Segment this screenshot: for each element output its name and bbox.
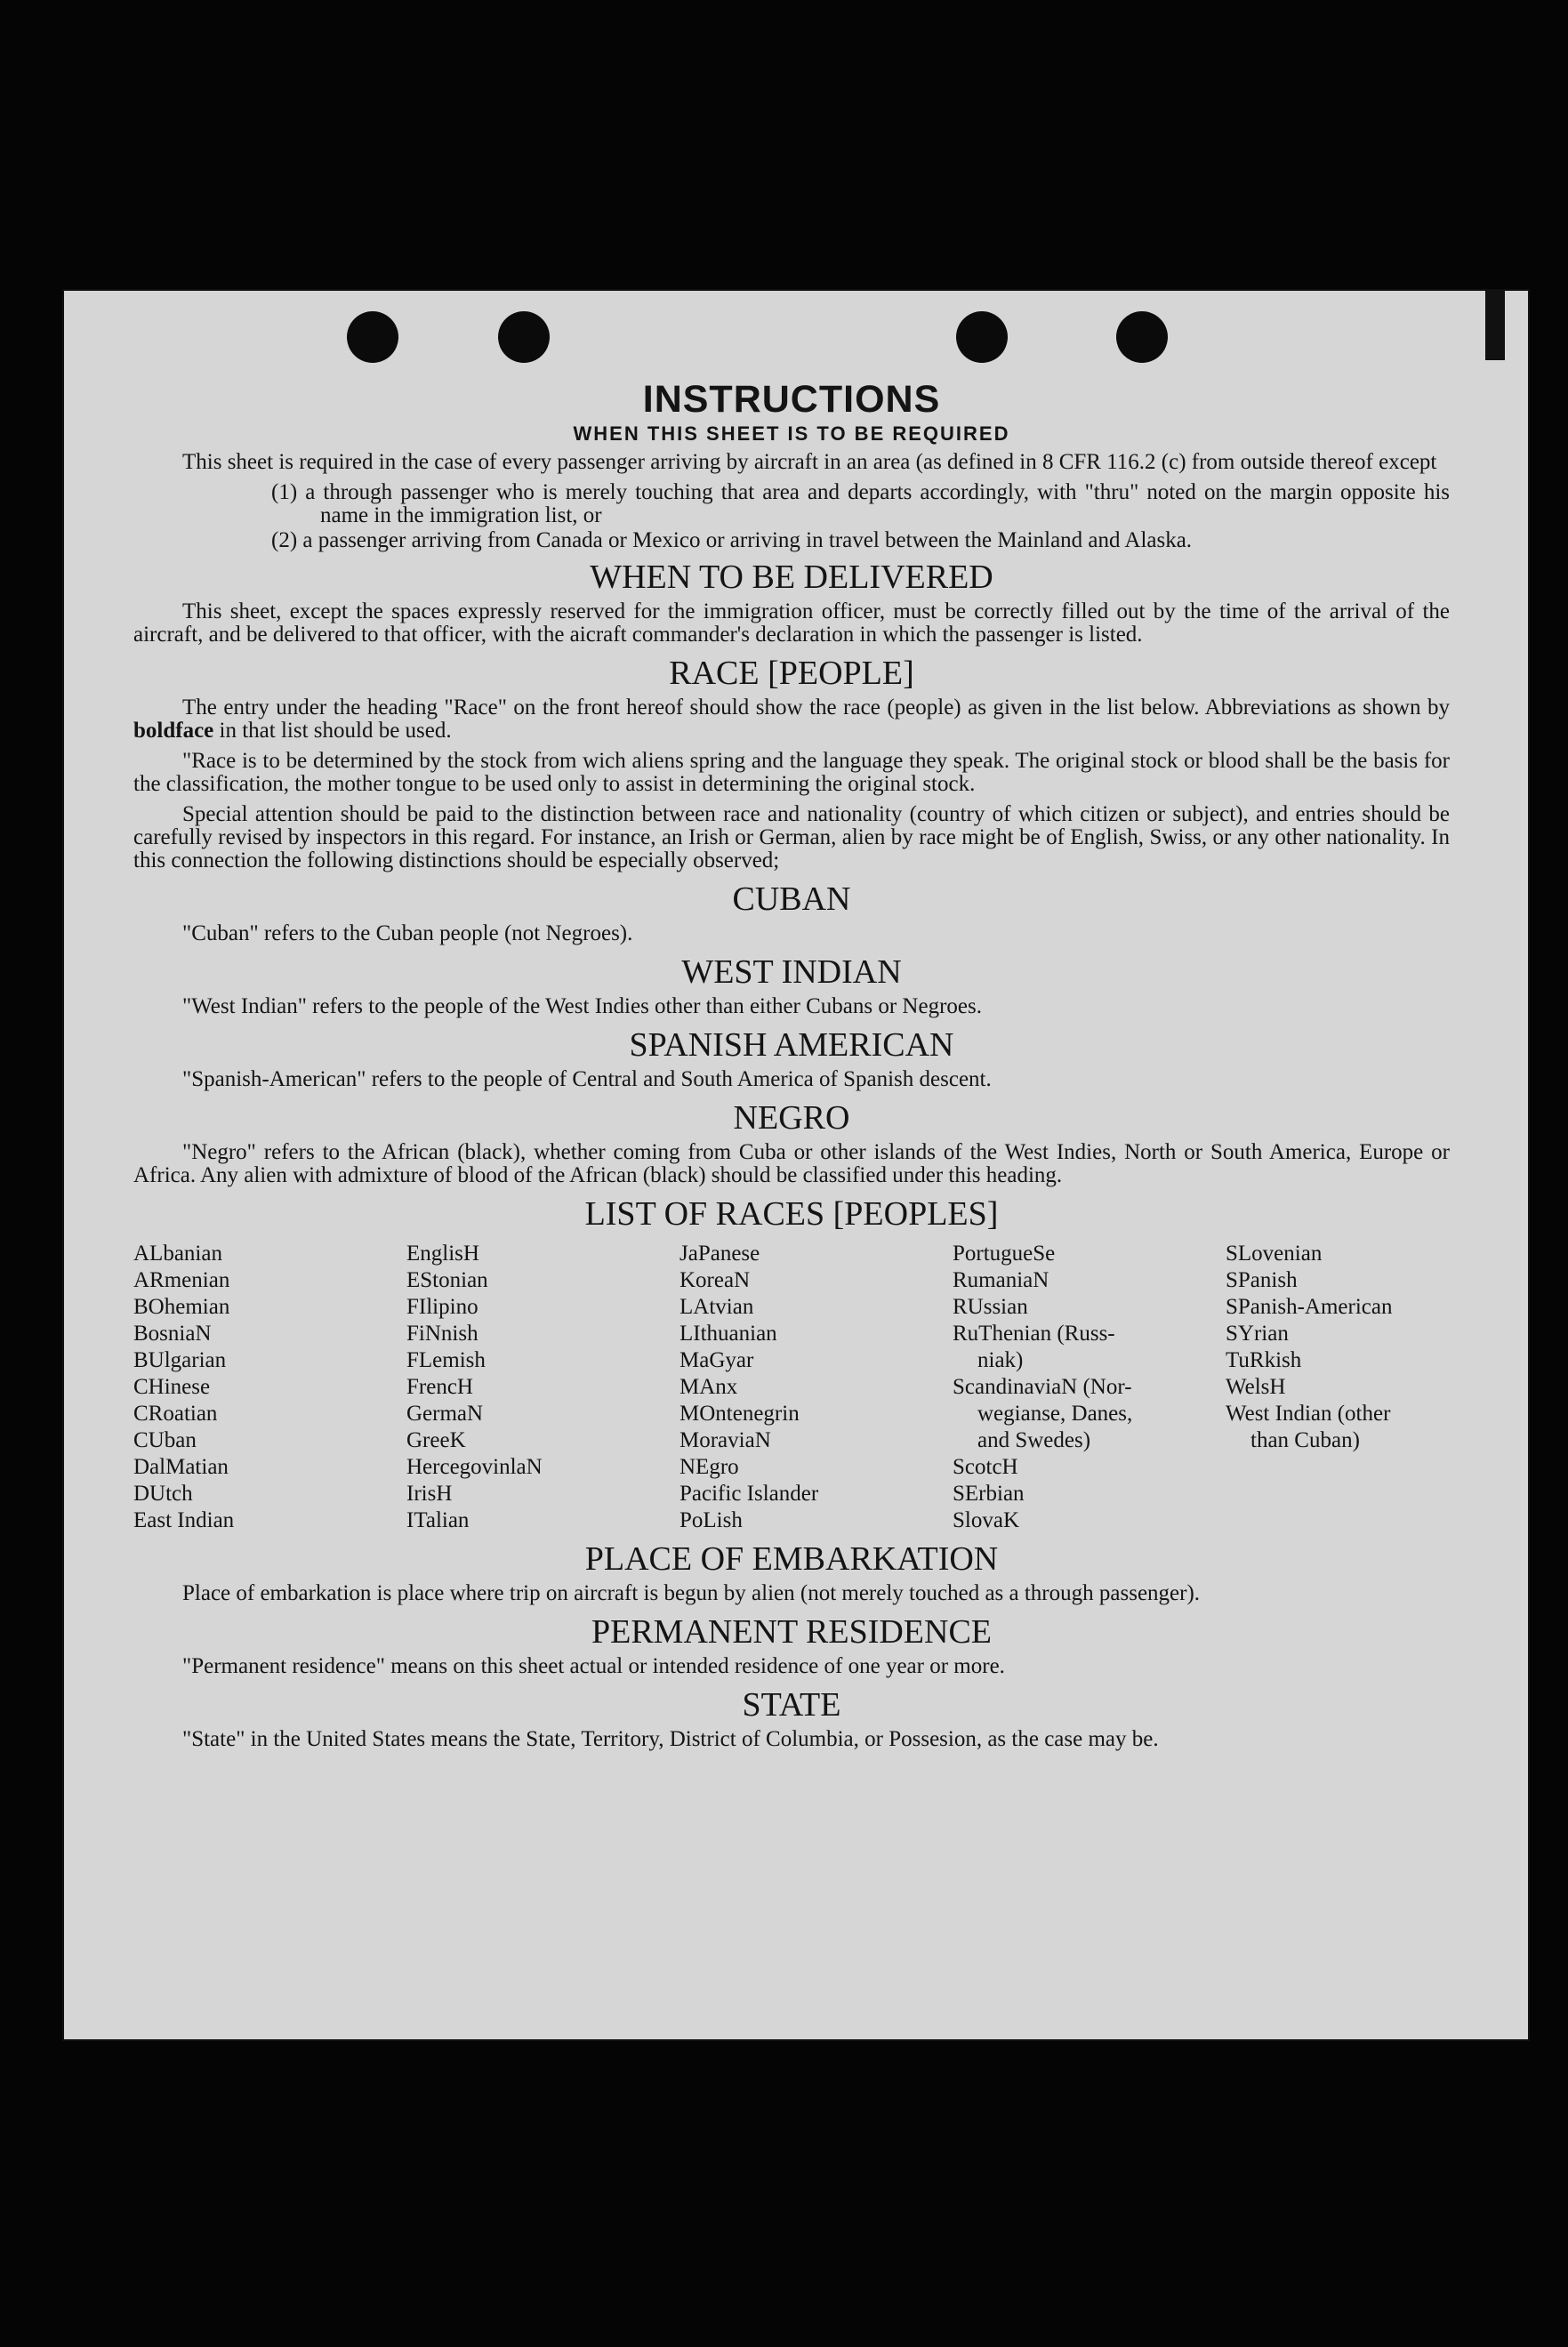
race-entry: SYrian xyxy=(1226,1322,1289,1346)
punch-hole xyxy=(1116,311,1168,363)
negro-heading: NEGRO xyxy=(733,1099,850,1137)
race-entry: SPanish-American xyxy=(1226,1295,1393,1319)
race-entry: PoLish xyxy=(679,1508,743,1532)
race-entry: FLemish xyxy=(406,1348,486,1372)
race-entry: KoreaN xyxy=(679,1268,751,1292)
punch-hole xyxy=(498,311,550,363)
race-entry: FiNnish xyxy=(406,1322,478,1346)
race-entry: RumaniaN xyxy=(953,1268,1049,1292)
race-entry: FIlipino xyxy=(406,1295,478,1319)
spanish-american-heading: SPANISH AMERICAN xyxy=(629,1026,954,1064)
race-heading: RACE [PEOPLE] xyxy=(669,655,914,692)
race-entry-continuation: wegianse, Danes, xyxy=(977,1402,1133,1426)
race-entry xyxy=(953,1321,1226,1374)
race-entry: FrencH xyxy=(406,1375,473,1399)
punch-hole xyxy=(956,311,1008,363)
race-entry: ScotcH xyxy=(953,1455,1018,1479)
race-p1-text-a: The entry under the heading "Race" on the front hereof should show the race (people) as given in the list below. Abbreviations as shown by xyxy=(182,695,1450,719)
race-p1-text-b: in that list should be used. xyxy=(213,719,452,743)
page-subtitle: WHEN THIS SHEET IS TO BE REQUIRED xyxy=(573,422,1010,445)
race-paragraph-3: Special attention should be paid to the distinction between race and nationality (country of which citizen or subject), and entries should be carefully revised by inspectors in this regard. For instance, an Irish or German, alien by race might be of English, Swiss, or any other nationality. In this connection the following distinctions should be especially observed; xyxy=(133,802,1450,872)
race-entry-line: ScandinaviaN (Nor- xyxy=(953,1375,1132,1399)
race-p1-boldface: boldface xyxy=(133,719,214,743)
race-entry-line: RuThenian (Russ- xyxy=(953,1322,1115,1346)
race-entry: IrisH xyxy=(406,1482,453,1506)
race-entry-line: West Indian (other xyxy=(1226,1402,1391,1426)
race-entry: BOhemian xyxy=(133,1295,230,1319)
race-entry: MoraviaN xyxy=(679,1428,771,1452)
race-entry: LAtvian xyxy=(679,1295,754,1319)
race-column-5 xyxy=(1226,1241,1450,1534)
race-entry: ITalian xyxy=(406,1508,470,1532)
west-indian-text: "West Indian" refers to the people of the West Indies other than either Cubans or Negroes. xyxy=(182,994,982,1018)
residence-heading: PERMANENT RESIDENCE xyxy=(591,1613,993,1651)
race-entry: HercegovinlaN xyxy=(406,1455,543,1479)
race-column-1 xyxy=(133,1241,406,1534)
delivered-heading: WHEN TO BE DELIVERED xyxy=(590,559,993,596)
race-entry: SLovenian xyxy=(1226,1242,1323,1266)
race-list-heading: LIST OF RACES [PEOPLES] xyxy=(584,1195,999,1233)
race-entry: LIthuanian xyxy=(679,1322,777,1346)
instructions-content xyxy=(133,378,1450,1758)
race-entry: BosniaN xyxy=(133,1322,212,1346)
race-column-4 xyxy=(953,1241,1226,1534)
race-entry: CHinese xyxy=(133,1375,211,1399)
binder-clip xyxy=(1485,289,1505,360)
cuban-heading: CUBAN xyxy=(732,880,851,918)
spanish-american-text: "Spanish-American" refers to the people of Central and South America of Spanish descent. xyxy=(182,1067,992,1091)
punch-hole xyxy=(347,311,398,363)
required-item-2: (2) a passenger arriving from Canada or Mexico or arriving in travel between the Mainland and Alaska. xyxy=(271,528,1193,552)
race-entry: WelsH xyxy=(1226,1375,1286,1399)
race-paragraph-1 xyxy=(133,696,1450,743)
race-entry xyxy=(953,1374,1226,1454)
delivered-text: This sheet, except the spaces expressly reserved for the immigration officer, must be correctly filled out by the time of the arrival of the aircraft, and be delivered to that officer, with the aicraft commander's declaration in which the passenger is listed. xyxy=(133,599,1450,647)
page-title: INSTRUCTIONS xyxy=(642,378,941,421)
race-entry-continuation: than Cuban) xyxy=(1250,1428,1360,1452)
race-entry: CRoatian xyxy=(133,1402,218,1426)
race-entry: TuRkish xyxy=(1226,1348,1302,1372)
race-entry: PortugueSe xyxy=(953,1242,1056,1266)
document-sheet xyxy=(62,289,1530,2041)
race-column-3 xyxy=(679,1241,953,1534)
race-entry: Pacific Islander xyxy=(679,1482,819,1506)
race-entry: MAnx xyxy=(679,1375,738,1399)
negro-text: "Negro" refers to the African (black), whether coming from Cuba or other islands of the West Indies, North or South America, Europe or Africa. Any alien with admixture of blood of the African (black) should be classified under this heading. xyxy=(133,1140,1450,1187)
required-intro: This sheet is required in the case of every passenger arriving by aircraft in an area (as defined in 8 CFR 116.2 (c) from outside thereof except xyxy=(182,450,1437,474)
race-entry-continuation: and Swedes) xyxy=(977,1428,1091,1452)
required-item-1: (1) a through passenger who is merely touching that area and departs accordingly, with "thru" noted on the margin opposite his name in the immigration list, or xyxy=(271,480,1450,527)
race-entry: NEgro xyxy=(679,1455,739,1479)
race-entry: MaGyar xyxy=(679,1348,754,1372)
race-paragraph-2: "Race is to be determined by the stock from wich aliens spring and the language they speak. The original stock or blood shall be the basis for the classification, the mother tongue to be used only to assist in determining the original stock. xyxy=(133,749,1450,796)
state-heading: STATE xyxy=(742,1686,841,1724)
race-entry: DUtch xyxy=(133,1482,193,1506)
race-entry: CUban xyxy=(133,1428,197,1452)
race-entry: SlovaK xyxy=(953,1508,1019,1532)
race-entry: EStonian xyxy=(406,1268,488,1292)
residence-text: "Permanent residence" means on this sheet actual or intended residence of one year or more. xyxy=(182,1654,1005,1678)
state-text: "State" in the United States means the State, Territory, District of Columbia, or Possesion, as the case may be. xyxy=(182,1727,1159,1751)
embarkation-heading: PLACE OF EMBARKATION xyxy=(584,1540,999,1578)
race-entry: DalMatian xyxy=(133,1455,229,1479)
race-entry xyxy=(1226,1401,1450,1454)
race-column-2 xyxy=(406,1241,679,1534)
west-indian-heading: WEST INDIAN xyxy=(681,953,902,991)
race-entry-continuation: niak) xyxy=(977,1348,1024,1372)
race-entry: ARmenian xyxy=(133,1268,230,1292)
race-entry: BUlgarian xyxy=(133,1348,227,1372)
race-entry: EnglisH xyxy=(406,1242,479,1266)
race-entry: ALbanian xyxy=(133,1242,222,1266)
race-list xyxy=(133,1241,1450,1534)
cuban-text: "Cuban" refers to the Cuban people (not Negroes). xyxy=(182,921,633,945)
race-entry: RUssian xyxy=(953,1295,1028,1319)
race-entry: SErbian xyxy=(953,1482,1025,1506)
race-entry: GermaN xyxy=(406,1402,484,1426)
race-entry: MOntenegrin xyxy=(679,1402,800,1426)
race-entry: East Indian xyxy=(133,1508,235,1532)
embarkation-text: Place of embarkation is place where trip on aircraft is begun by alien (not merely touched as a through passenger). xyxy=(182,1581,1201,1605)
race-entry: SPanish xyxy=(1226,1268,1298,1292)
race-entry: JaPanese xyxy=(679,1242,760,1266)
race-entry: GreeK xyxy=(406,1428,466,1452)
